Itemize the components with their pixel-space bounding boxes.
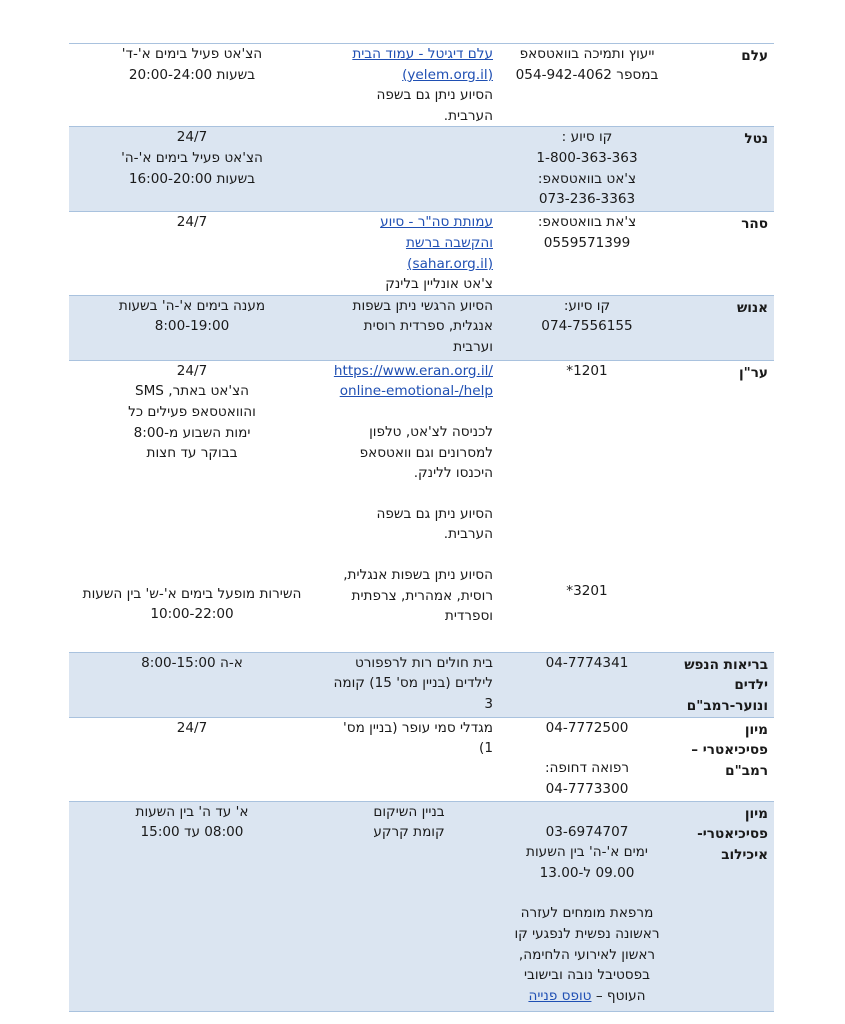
- table-row: [69, 652, 774, 717]
- hours-cell: [69, 295, 315, 360]
- hours-line: מענה בימים א'-ה' בשעות: [118, 297, 266, 314]
- info-cell: [315, 44, 503, 127]
- hours-cell: [69, 801, 315, 1011]
- hours-line: 24/7: [176, 214, 208, 231]
- contact-cell: [503, 127, 671, 212]
- org-name: מיון פסיכיאטרי – רמב"ם: [671, 717, 774, 801]
- hours-line: והוואטסאפ פעילים כל: [128, 403, 256, 420]
- hours-cell: [69, 360, 315, 652]
- contact-line: 03-6974707: [545, 823, 629, 840]
- org-link[interactable]: https://www.eran.org.il/online-emotional-/help: [333, 362, 493, 400]
- hours-line: 24/7: [176, 129, 208, 146]
- contact-line: רפואה דחופה:: [544, 760, 630, 777]
- org-name: עלם: [671, 44, 774, 127]
- org-name: סהר: [671, 212, 774, 295]
- contact-note: מרפאת מומחים לעזרה ראשונה נפשית לנפגעי קו ראשון לאירועי הלחימה, בפסטיבל נובה ובישובי העוטף – טופס פנייה: [510, 905, 660, 1004]
- contact-line: ימים א'-ה' בין השעות: [526, 844, 648, 861]
- hours-line: הצ'אט פעיל בימים א'-ה': [121, 149, 263, 166]
- contact-line: 04-7772500: [545, 719, 629, 736]
- info-text: הסיוע ניתן גם בשפה הערבית.: [372, 87, 493, 124]
- contact-cell: [503, 44, 671, 127]
- table-row: [69, 801, 774, 1011]
- table-row: [69, 360, 774, 652]
- hours-cell: [69, 212, 315, 295]
- table-row: [69, 44, 774, 127]
- hours-line: בשעות 16:00-20:00: [128, 170, 256, 187]
- contact-cell: [503, 652, 671, 717]
- info-cell: [315, 212, 503, 295]
- contact-line: 073-236-3363: [538, 191, 636, 208]
- hours-line: השירות מופעל בימים א'-ש' בין השעות 10:00-22:00: [78, 585, 302, 623]
- org-name: אנוש: [671, 295, 774, 360]
- info-text: בניין השיקום: [373, 803, 445, 820]
- contact-cell: [503, 212, 671, 295]
- referral-form-link[interactable]: טופס פנייה: [528, 987, 592, 1004]
- hours-line: א-ה 8:00-15:00: [141, 654, 243, 671]
- info-cell: [315, 717, 503, 801]
- hours-line: א' עד ה' בין השעות: [135, 803, 249, 820]
- info-cell: [315, 801, 503, 1011]
- info-text: הסיוע ניתן בשפות אנגלית, רוסית, אמהרית, צרפתית וספרדית: [338, 566, 493, 625]
- contact-line: 0559571399: [543, 234, 631, 251]
- contact-line: קו סיוע :: [561, 129, 613, 146]
- hours-line: 08:00 עד 15:00: [140, 824, 244, 841]
- org-name: נטל: [671, 127, 774, 212]
- contact-line: 04-7774341: [545, 654, 629, 671]
- info-cell: [315, 295, 503, 360]
- contact-cell: [503, 295, 671, 360]
- contact-line: 09.00 ל-13.00: [539, 864, 635, 881]
- contact-line: 1-800-363-363: [536, 149, 638, 166]
- table-row: [69, 717, 774, 801]
- hours-line: 24/7: [176, 362, 208, 379]
- table-row: [69, 127, 774, 212]
- hours-line: הצ'אט באתר, SMS: [134, 383, 250, 400]
- hours-cell: [69, 717, 315, 801]
- contact-line: קו סיוע:: [563, 297, 611, 314]
- contact-cell: [503, 801, 671, 1011]
- info-text: הסיוע הרגשי ניתן בשפות אנגלית, ספרדית רוסית וערבית: [348, 297, 493, 355]
- hours-cell: [69, 652, 315, 717]
- hours-cell: [69, 127, 315, 212]
- info-text: מגדלי סמי עופר (בניין מס' 1): [338, 719, 493, 757]
- org-link[interactable]: עמותת סה"ר - סיוע והקשבה ברשת (sahar.org.il): [380, 214, 493, 272]
- hours-line: 24/7: [176, 719, 208, 736]
- hotlines-table: [69, 43, 774, 1012]
- contact-line: ייעוץ ותמיכה בוואטסאפ: [519, 46, 655, 62]
- info-text: צ'אט אונליין בלינק: [385, 276, 493, 293]
- info-text: הסיוע ניתן גם בשפה הערבית.: [372, 505, 493, 543]
- hours-line: בשעות 20:00-24:00: [128, 66, 256, 83]
- info-text: קומת קרקע: [373, 824, 445, 841]
- contact-line: 04-7773300: [545, 780, 629, 797]
- info-cell: [315, 360, 503, 652]
- contact-line: *3201: [566, 583, 608, 600]
- contact-line: צ'את בוואטסאפ:: [537, 214, 637, 231]
- contact-line: 074-7556155: [541, 318, 633, 335]
- hours-line: הצ'אט פעיל בימים א'-ד': [121, 46, 263, 62]
- contact-line: צ'אט בוואטסאפ:: [537, 170, 637, 187]
- hours-line: 8:00-19:00: [154, 318, 230, 335]
- info-cell: [315, 652, 503, 717]
- contact-line: במספר 054-942-4062: [515, 66, 659, 83]
- org-name: ער"ן: [671, 360, 774, 652]
- info-text: בית חולים רות לרפפורט לילדים (בניין מס' 15) קומה 3: [329, 654, 493, 712]
- info-cell: [315, 127, 503, 212]
- table-row: [69, 212, 774, 295]
- org-link[interactable]: עלם דיגיטל - עמוד הבית (yelem.org.il): [352, 46, 493, 83]
- info-text: לכניסה לצ'אט, טלפון למסרונים וגם וואטסאפ היכנסו ללינק.: [355, 423, 493, 482]
- contact-line: *1201: [566, 362, 608, 379]
- contact-cell: [503, 360, 671, 652]
- org-name: מיון פסיכיאטרי- איכילוב: [671, 801, 774, 1011]
- table-row: [69, 295, 774, 360]
- org-name: בריאות הנפש ילדים ונוער-רמב"ם: [671, 652, 774, 717]
- hours-cell: [69, 44, 315, 127]
- contact-cell: [503, 717, 671, 801]
- hours-line: בבוקר עד חצות: [146, 445, 238, 462]
- hours-line: ימות השבוע מ-8:00: [133, 424, 251, 441]
